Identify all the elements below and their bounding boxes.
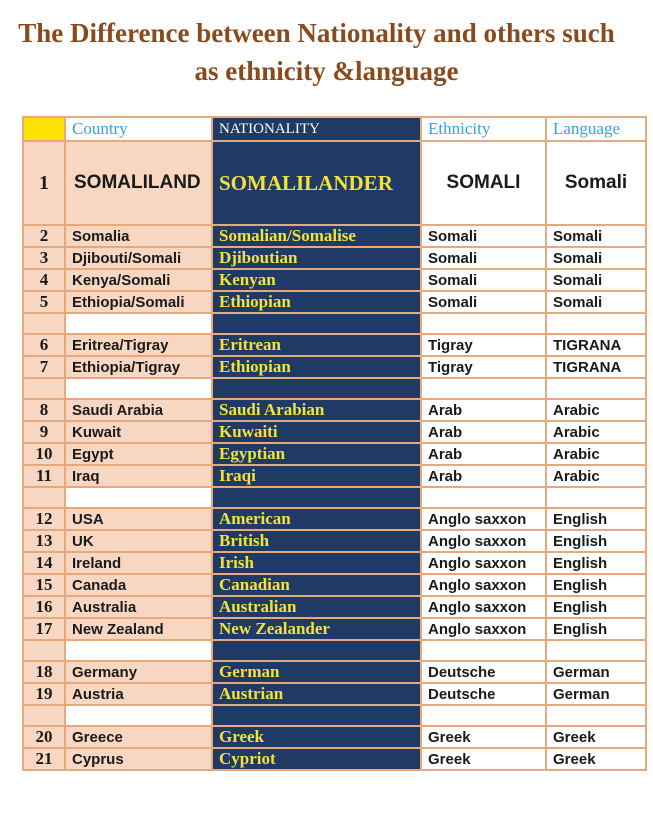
nationality-cell: British	[212, 530, 421, 552]
empty-cell	[65, 313, 212, 334]
spacer-row	[23, 705, 646, 726]
row-number: 17	[23, 618, 65, 640]
table-row	[23, 661, 646, 683]
ethnicity-cell: Greek	[421, 726, 546, 748]
ethnicity-cell: Anglo saxxon	[421, 552, 546, 574]
table-row	[23, 399, 646, 421]
language-cell: Somali	[546, 247, 646, 269]
empty-cell	[65, 705, 212, 726]
spacer-row	[23, 640, 646, 661]
language-cell: Arabic	[546, 443, 646, 465]
empty-cell	[421, 313, 546, 334]
nationality-cell: Somalian/Somalise	[212, 225, 421, 247]
nationality-cell: Kenyan	[212, 269, 421, 291]
nationality-cell: Egyptian	[212, 443, 421, 465]
row-number: 1	[23, 141, 65, 225]
country-cell: Djibouti/Somali	[65, 247, 212, 269]
nationality-cell: Greek	[212, 726, 421, 748]
ethnicity-cell: Anglo saxxon	[421, 618, 546, 640]
empty-cell	[546, 705, 646, 726]
table-row	[23, 596, 646, 618]
table-row	[23, 269, 646, 291]
ethnicity-cell: Tigray	[421, 356, 546, 378]
country-cell: Egypt	[65, 443, 212, 465]
empty-cell	[23, 705, 65, 726]
table-row	[23, 530, 646, 552]
empty-cell	[212, 487, 421, 508]
row-number: 7	[23, 356, 65, 378]
ethnicity-cell: Arab	[421, 421, 546, 443]
empty-cell	[546, 487, 646, 508]
language-cell: Arabic	[546, 421, 646, 443]
ethnicity-cell: Arab	[421, 465, 546, 487]
language-cell: English	[546, 508, 646, 530]
nationality-cell: SOMALILANDER	[212, 141, 421, 225]
empty-cell	[212, 705, 421, 726]
header-language: Language	[546, 117, 646, 141]
spacer-row	[23, 487, 646, 508]
nationality-cell: Australian	[212, 596, 421, 618]
language-cell: Somali	[546, 141, 646, 225]
table-row	[23, 683, 646, 705]
nationality-cell: Ethiopian	[212, 291, 421, 313]
country-cell: UK	[65, 530, 212, 552]
empty-cell	[546, 313, 646, 334]
row-number: 15	[23, 574, 65, 596]
nationality-cell: Iraqi	[212, 465, 421, 487]
language-cell: English	[546, 530, 646, 552]
table-row	[23, 421, 646, 443]
spacer-row	[23, 378, 646, 399]
table-row	[23, 465, 646, 487]
language-cell: TIGRANA	[546, 334, 646, 356]
empty-cell	[421, 640, 546, 661]
country-cell: Ireland	[65, 552, 212, 574]
table-row	[23, 334, 646, 356]
empty-cell	[23, 640, 65, 661]
row-number: 4	[23, 269, 65, 291]
empty-cell	[65, 378, 212, 399]
country-cell: Kuwait	[65, 421, 212, 443]
country-cell: Canada	[65, 574, 212, 596]
country-cell: Austria	[65, 683, 212, 705]
ethnicity-cell: Deutsche	[421, 683, 546, 705]
ethnicity-cell: Somali	[421, 291, 546, 313]
language-cell: Greek	[546, 726, 646, 748]
ethnicity-cell: Anglo saxxon	[421, 530, 546, 552]
nationality-table	[22, 116, 647, 771]
language-cell: Somali	[546, 291, 646, 313]
language-cell: English	[546, 596, 646, 618]
empty-cell	[421, 378, 546, 399]
nationality-cell: Kuwaiti	[212, 421, 421, 443]
featured-row	[23, 141, 646, 225]
nationality-cell: German	[212, 661, 421, 683]
ethnicity-cell: Anglo saxxon	[421, 596, 546, 618]
ethnicity-cell: Arab	[421, 443, 546, 465]
language-cell: TIGRANA	[546, 356, 646, 378]
row-number: 12	[23, 508, 65, 530]
language-cell: English	[546, 574, 646, 596]
empty-cell	[65, 487, 212, 508]
row-number: 9	[23, 421, 65, 443]
nationality-cell: Saudi Arabian	[212, 399, 421, 421]
table-row	[23, 552, 646, 574]
ethnicity-cell: Arab	[421, 399, 546, 421]
row-number: 14	[23, 552, 65, 574]
nationality-cell: Cypriot	[212, 748, 421, 770]
ethnicity-cell: Deutsche	[421, 661, 546, 683]
spacer-row	[23, 313, 646, 334]
page-title	[0, 14, 653, 90]
country-cell: Australia	[65, 596, 212, 618]
country-cell: Iraq	[65, 465, 212, 487]
empty-cell	[421, 705, 546, 726]
empty-cell	[212, 313, 421, 334]
table-header-row	[23, 117, 646, 141]
ethnicity-cell: Somali	[421, 269, 546, 291]
language-cell: Arabic	[546, 399, 646, 421]
empty-cell	[546, 378, 646, 399]
row-number: 18	[23, 661, 65, 683]
language-cell: Greek	[546, 748, 646, 770]
country-cell: USA	[65, 508, 212, 530]
table-row	[23, 225, 646, 247]
language-cell: Arabic	[546, 465, 646, 487]
country-cell: Greece	[65, 726, 212, 748]
table-row	[23, 356, 646, 378]
nationality-cell: American	[212, 508, 421, 530]
ethnicity-cell: Tigray	[421, 334, 546, 356]
row-number: 3	[23, 247, 65, 269]
row-number: 19	[23, 683, 65, 705]
nationality-cell: New Zealander	[212, 618, 421, 640]
row-number: 11	[23, 465, 65, 487]
title-line-1: The Difference between Nationality and others such	[18, 18, 615, 48]
table-row	[23, 574, 646, 596]
country-cell: Eritrea/Tigray	[65, 334, 212, 356]
title-line-2: as ethnicity &language	[194, 56, 459, 86]
empty-cell	[23, 313, 65, 334]
empty-cell	[65, 640, 212, 661]
row-number: 8	[23, 399, 65, 421]
table-row	[23, 508, 646, 530]
language-cell: German	[546, 683, 646, 705]
empty-cell	[23, 487, 65, 508]
country-cell: New Zealand	[65, 618, 212, 640]
row-number: 5	[23, 291, 65, 313]
empty-cell	[212, 640, 421, 661]
empty-cell	[546, 640, 646, 661]
table-row	[23, 443, 646, 465]
row-number: 13	[23, 530, 65, 552]
country-cell: Kenya/Somali	[65, 269, 212, 291]
table-row	[23, 618, 646, 640]
table-row	[23, 726, 646, 748]
ethnicity-cell: Anglo saxxon	[421, 508, 546, 530]
table-row	[23, 247, 646, 269]
language-cell: English	[546, 552, 646, 574]
row-number: 2	[23, 225, 65, 247]
ethnicity-cell: Somali	[421, 247, 546, 269]
ethnicity-cell: Greek	[421, 748, 546, 770]
header-ethnicity: Ethnicity	[421, 117, 546, 141]
table-row	[23, 291, 646, 313]
language-cell: English	[546, 618, 646, 640]
ethnicity-cell: SOMALI	[421, 141, 546, 225]
country-cell: Ethiopia/Somali	[65, 291, 212, 313]
header-nationality: NATIONALITY	[212, 117, 421, 141]
ethnicity-cell: Somali	[421, 225, 546, 247]
country-cell: Ethiopia/Tigray	[65, 356, 212, 378]
nationality-cell: Austrian	[212, 683, 421, 705]
nationality-cell: Djiboutian	[212, 247, 421, 269]
country-cell: Saudi Arabia	[65, 399, 212, 421]
row-number: 20	[23, 726, 65, 748]
table-row	[23, 748, 646, 770]
empty-cell	[23, 378, 65, 399]
language-cell: German	[546, 661, 646, 683]
nationality-cell: Irish	[212, 552, 421, 574]
language-cell: Somali	[546, 269, 646, 291]
nationality-cell: Eritrean	[212, 334, 421, 356]
row-number: 16	[23, 596, 65, 618]
nationality-cell: Ethiopian	[212, 356, 421, 378]
empty-cell	[212, 378, 421, 399]
header-number	[23, 117, 65, 141]
row-number: 10	[23, 443, 65, 465]
country-cell: Germany	[65, 661, 212, 683]
language-cell: Somali	[546, 225, 646, 247]
country-cell: SOMALILAND	[65, 141, 212, 225]
row-number: 6	[23, 334, 65, 356]
ethnicity-cell: Anglo saxxon	[421, 574, 546, 596]
row-number: 21	[23, 748, 65, 770]
country-cell: Somalia	[65, 225, 212, 247]
nationality-cell: Canadian	[212, 574, 421, 596]
empty-cell	[421, 487, 546, 508]
header-country: Country	[65, 117, 212, 141]
country-cell: Cyprus	[65, 748, 212, 770]
